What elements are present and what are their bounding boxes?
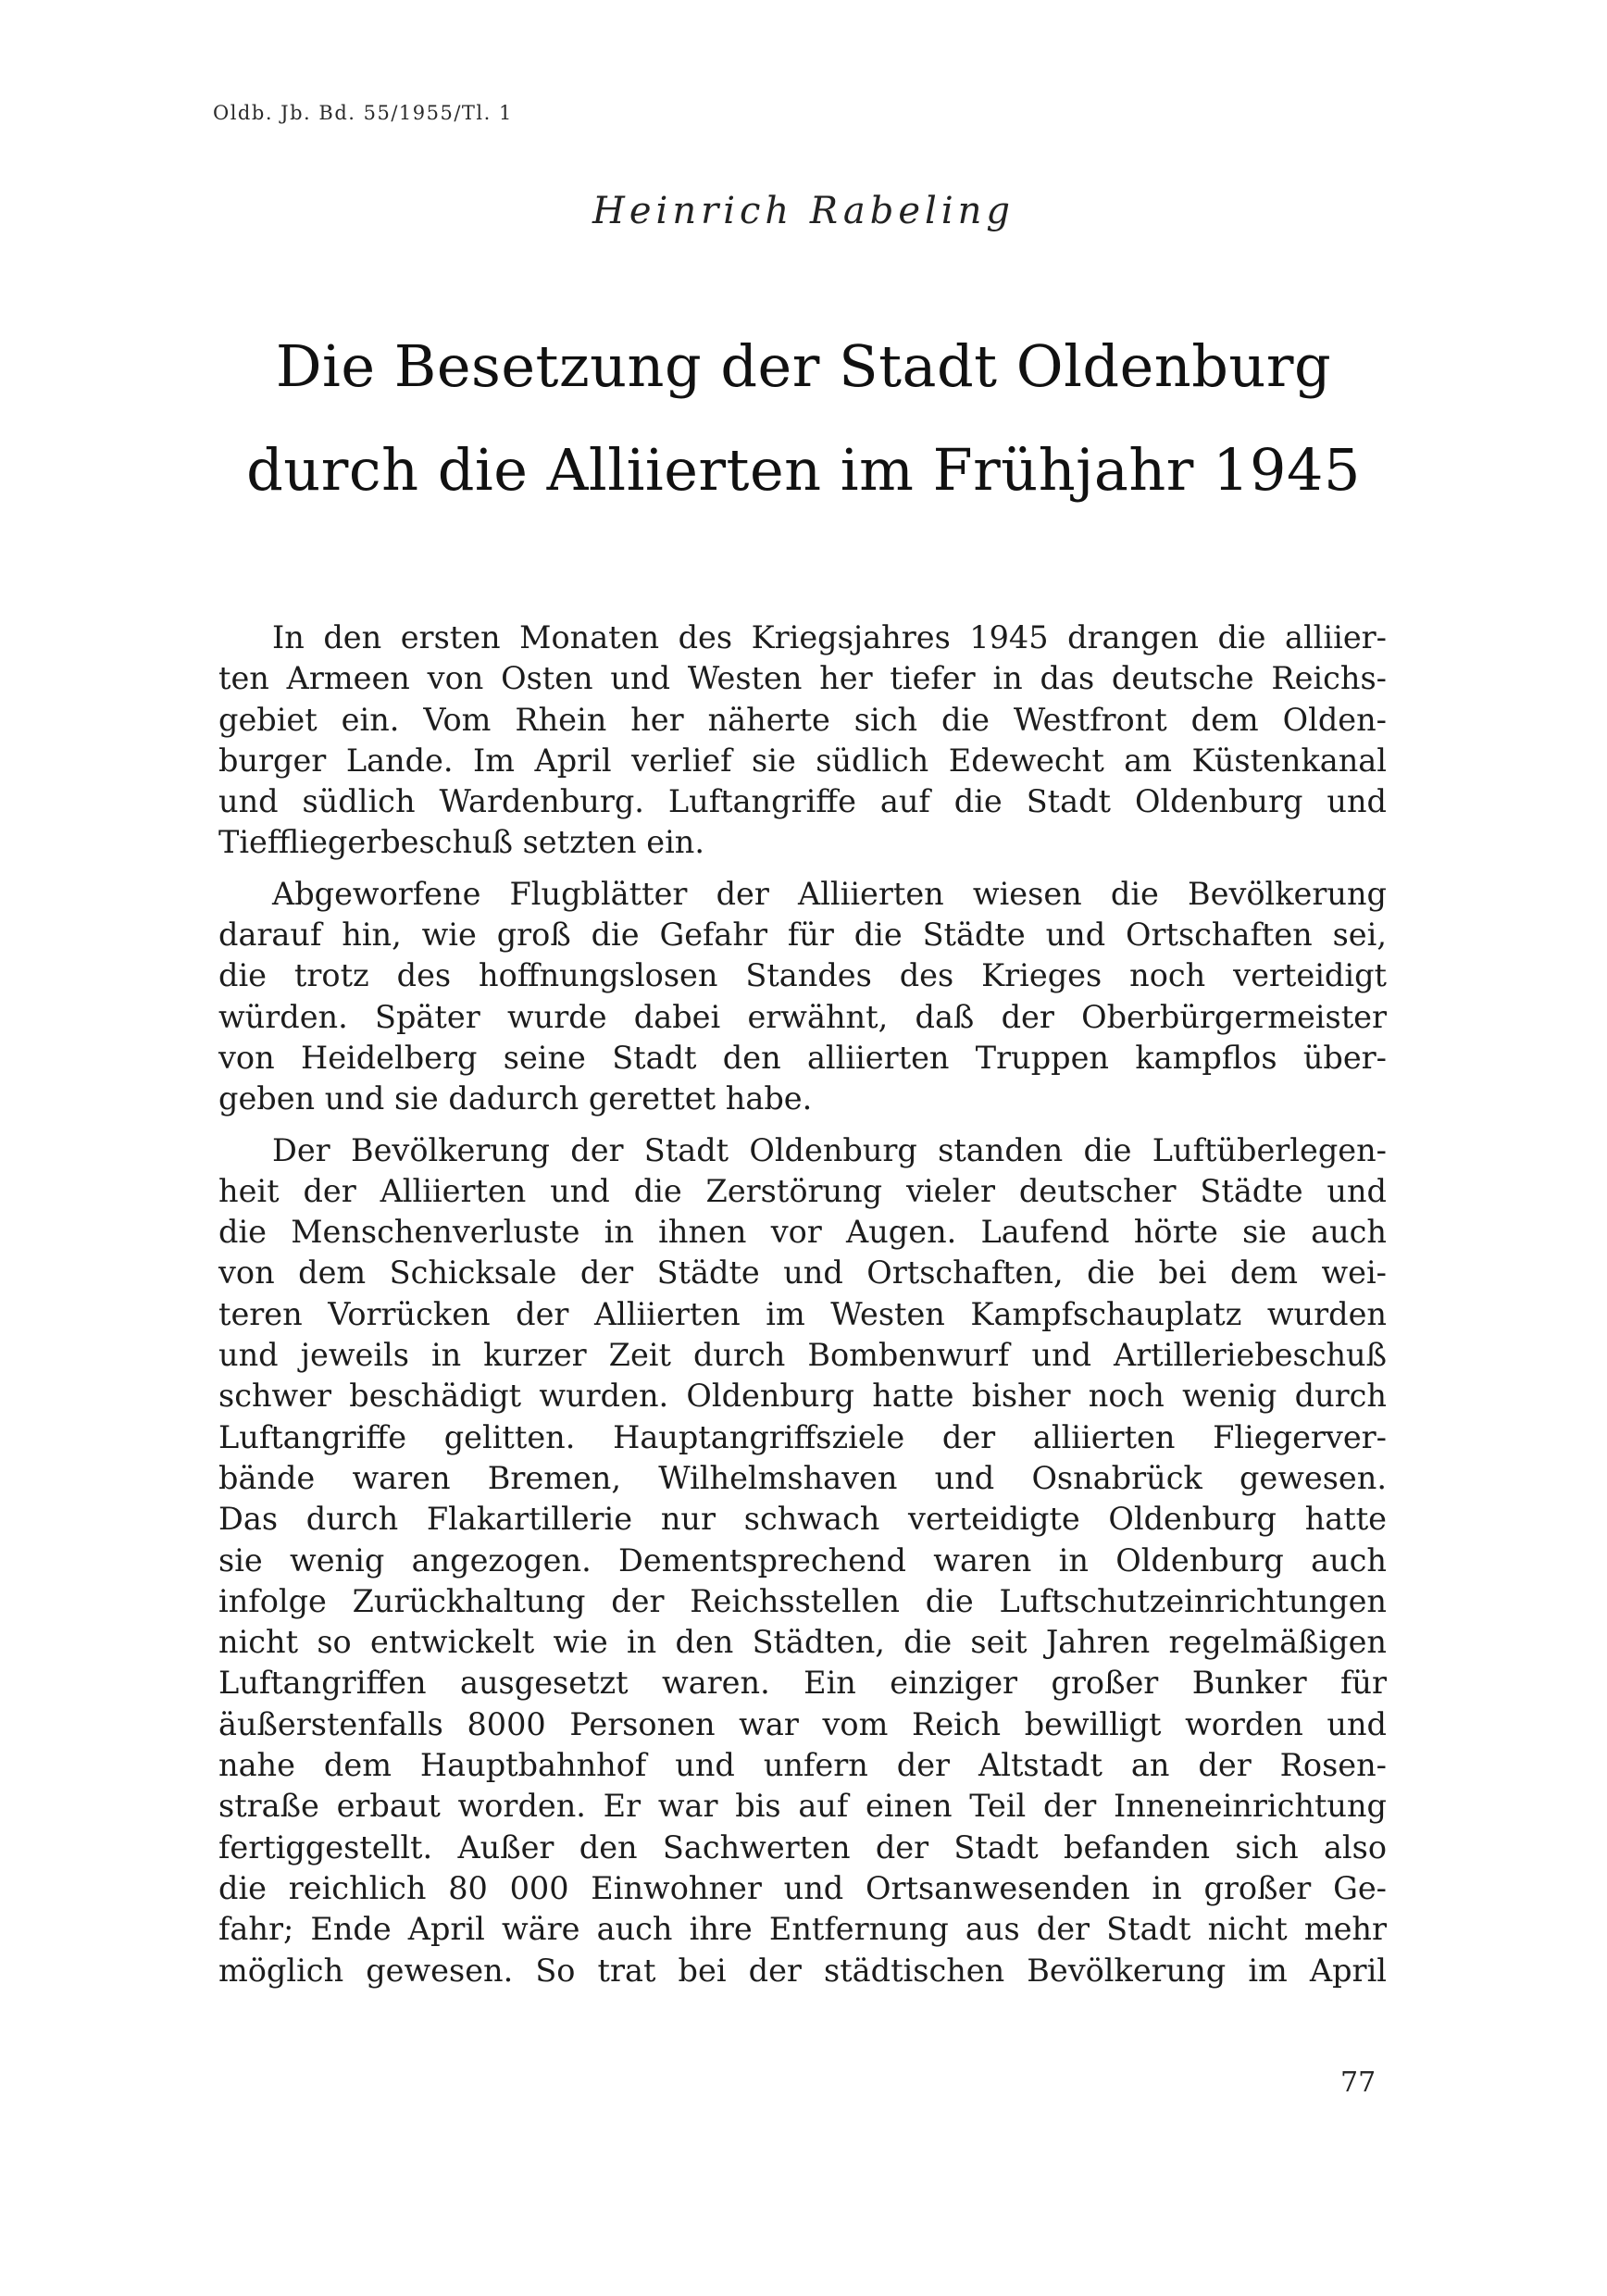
text-line: die trotz des hoffnungslosen Standes des Krieges noch verteidigt	[218, 957, 1387, 994]
text-line: die Menschenverluste in ihnen vor Augen. Laufend hörte sie auch	[218, 1214, 1387, 1251]
journal-reference: Oldb. Jb. Bd. 55/1955/Tl. 1	[213, 102, 513, 124]
text-line: nicht so entwickelt wie in den Städten, die seit Jahren regelmäßigen	[218, 1624, 1387, 1661]
text-line: bände waren Bremen, Wilhelmshaven und Osnabrück gewesen.	[218, 1459, 1387, 1496]
text-line: die reichlich 80 000 Einwohner und Ortsanwesenden in großer Ge-	[218, 1869, 1387, 1906]
text-line: und jeweils in kurzer Zeit durch Bombenwurf und Artilleriebeschuß	[218, 1337, 1387, 1374]
text-line: möglich gewesen. So trat bei der städtischen Bevölkerung im April	[218, 1952, 1387, 1989]
article-title	[0, 315, 1607, 522]
text-line: geben und sie dadurch gerettet habe.	[218, 1080, 813, 1117]
text-line: und südlich Wardenburg. Luftangriffe auf die Stadt Oldenburg und	[218, 783, 1387, 820]
paragraph	[218, 618, 1387, 864]
text-line: Luftangriffen ausgesetzt waren. Ein einziger großer Bunker für	[218, 1665, 1387, 1702]
paragraph	[218, 874, 1387, 1120]
text-line: sie wenig angezogen. Dementsprechend waren in Oldenburg auch	[218, 1541, 1387, 1578]
text-line: burger Lande. Im April verlief sie südlich Edewecht am Küstenkanal	[218, 742, 1387, 779]
title-line: Die Besetzung der Stadt Oldenburg	[275, 332, 1332, 400]
text-line: ten Armeen von Osten und Westen her tiefer in das deutsche Reichs-	[218, 660, 1387, 697]
text-line: Luftangriffe gelitten. Hauptangriffsziele der alliierten Fliegerver-	[218, 1418, 1387, 1455]
text-line: In den ersten Monaten des Kriegsjahres 1945 drangen die alliier-	[272, 619, 1387, 655]
page-number: 77	[1340, 2066, 1377, 2099]
text-line: äußerstenfalls 8000 Personen war vom Reich bewilligt worden und	[218, 1705, 1387, 1742]
article-body	[218, 618, 1387, 2002]
paragraph	[218, 1130, 1387, 1991]
text-line: heit der Alliierten und die Zerstörung vieler deutscher Städte und	[218, 1172, 1387, 1209]
text-line: teren Vorrücken der Alliierten im Westen Kampfschauplatz wurden	[218, 1295, 1387, 1332]
author-name: Heinrich Rabeling	[592, 190, 1015, 232]
text-line: gebiet ein. Vom Rhein her näherte sich die Westfront dem Olden-	[218, 701, 1387, 738]
text-line: Der Bevölkerung der Stadt Oldenburg standen die Luftüberlegen-	[272, 1131, 1387, 1168]
text-line: schwer beschädigt wurden. Oldenburg hatte bisher noch wenig durch	[218, 1378, 1387, 1415]
text-line: infolge Zurückhaltung der Reichsstellen die Luftschutzeinrichtungen	[218, 1582, 1387, 1619]
text-line: Das durch Flakartillerie nur schwach verteidigte Oldenburg hatte	[218, 1501, 1387, 1538]
text-line: fertiggestellt. Außer den Sachwerten der Stadt befanden sich also	[218, 1828, 1387, 1866]
text-line: von dem Schicksale der Städte und Ortschaften, die bei dem wei-	[218, 1254, 1387, 1292]
text-line: nahe dem Hauptbahnhof und unfern der Altstadt an der Rosen-	[218, 1747, 1387, 1784]
text-line: darauf hin, wie groß die Gefahr für die Städte und Ortschaften sei,	[218, 917, 1387, 954]
text-line: Abgeworfene Flugblätter der Alliierten wiesen die Bevölkerung	[272, 875, 1387, 912]
text-line: straße erbaut worden. Er war bis auf einen Teil der Inneneinrichtung	[218, 1788, 1387, 1825]
text-line: Tieffliegerbeschuß setzten ein.	[218, 824, 705, 861]
title-line: durch die Alliierten im Frühjahr 1945	[246, 436, 1361, 504]
text-line: fahr; Ende April wäre auch ihre Entfernung aus der Stadt nicht mehr	[218, 1911, 1387, 1948]
text-line: würden. Später wurde dabei erwähnt, daß der Oberbürgermeister	[218, 998, 1387, 1035]
text-line: von Heidelberg seine Stadt den alliierten Truppen kampflos über-	[218, 1039, 1387, 1076]
